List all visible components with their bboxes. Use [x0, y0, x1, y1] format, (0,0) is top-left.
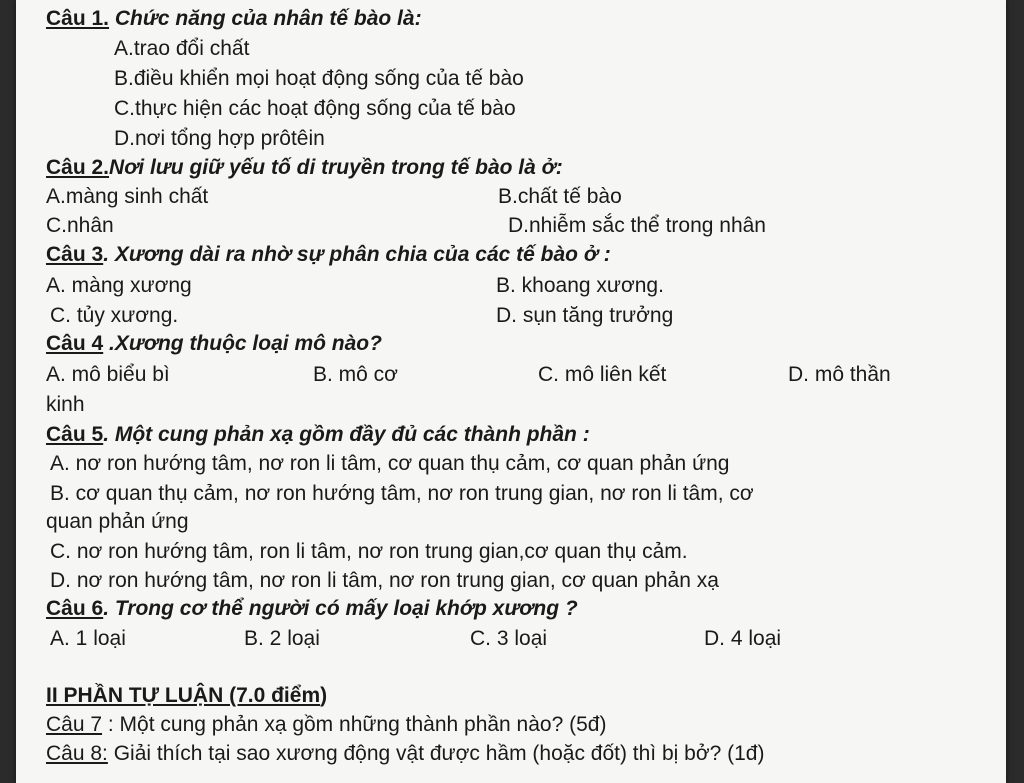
question-3-number: Câu 3	[46, 243, 104, 266]
question-5-number: Câu 5	[46, 423, 104, 446]
q1-option-d: D.nơi tổng hợp prôtêin	[114, 127, 325, 150]
q2-option-c: C.nhân	[46, 214, 114, 237]
q2-option-a: A.màng sinh chất	[46, 185, 209, 208]
q5-option-a: A. nơ ron hướng tâm, nơ ron li tâm, cơ quan thụ cảm, cơ quan phản ứng	[50, 452, 730, 475]
q5-option-d: D. nơ ron hướng tâm, nơ ron li tâm, nơ ron trung gian, cơ quan phản xạ	[50, 569, 719, 592]
question-8	[46, 741, 764, 767]
q6-option-a: A. 1 loại	[50, 627, 126, 650]
q1-option-c: C.thực hiện các hoạt động sống của tế bào	[114, 97, 516, 120]
section-2-title	[46, 683, 327, 709]
question-6-number: Câu 6	[46, 597, 104, 620]
section-2-title-underlined: II PHẦN TỰ LUẬN (7.0 điểm	[46, 684, 321, 707]
question-7-number: Câu 7	[46, 713, 103, 736]
q6-option-d: D. 4 loại	[704, 627, 782, 650]
q5-option-c: C. nơ ron hướng tâm, ron li tâm, nơ ron trung gian,cơ quan thụ cảm.	[50, 540, 688, 563]
question-1	[46, 6, 422, 32]
q5-option-b-continued: quan phản ứng	[46, 510, 189, 533]
q2-option-d: D.nhiễm sắc thể trong nhân	[508, 214, 766, 237]
question-2	[46, 155, 563, 181]
q3-option-b: B. khoang xương.	[496, 274, 664, 297]
question-3	[46, 242, 611, 268]
question-2-number: Câu 2.	[46, 156, 110, 179]
question-7-text: : Một cung phản xạ gồm những thành phần nào? (5đ)	[102, 713, 607, 736]
question-6	[46, 596, 578, 622]
question-1-text: Chức năng của nhân tế bào là:	[109, 7, 422, 30]
q4-option-d-continued: kinh	[46, 393, 85, 416]
question-7	[46, 712, 606, 738]
q3-option-c: C. tủy xương.	[50, 304, 179, 327]
question-4-number: Câu 4	[46, 332, 104, 355]
q4-option-c: C. mô liên kết	[538, 363, 667, 386]
q3-option-a: A. màng xương	[46, 274, 192, 297]
question-4	[46, 331, 382, 357]
q3-option-d: D. sụn tăng trưởng	[496, 304, 674, 327]
q1-option-b: B.điều khiển mọi hoạt động sống của tế bào	[114, 67, 524, 90]
question-5-text: . Một cung phản xạ gồm đầy đủ các thành phần :	[103, 423, 590, 446]
section-2-title-end: )	[320, 684, 328, 707]
q4-option-d: D. mô thần	[788, 363, 891, 386]
question-8-number: Câu 8:	[46, 742, 108, 765]
q6-option-b: B. 2 loại	[244, 627, 320, 650]
q5-option-b: B. cơ quan thụ cảm, nơ ron hướng tâm, nơ ron trung gian, nơ ron li tâm, cơ	[50, 482, 754, 505]
question-1-number: Câu 1.	[46, 7, 110, 30]
exam-page	[16, 0, 1006, 783]
q4-option-a: A. mô biểu bì	[46, 363, 170, 386]
question-5	[46, 422, 590, 448]
question-2-text: Nơi lưu giữ yếu tố di truyền trong tế bào là ở:	[109, 156, 563, 179]
q4-option-b: B. mô cơ	[313, 363, 398, 386]
q1-option-a: A.trao đổi chất	[114, 37, 250, 60]
question-4-text: .Xương thuộc loại mô nào?	[103, 332, 382, 355]
question-8-text: Giải thích tại sao xương động vật được hầm (hoặc đốt) thì bị bở? (1đ)	[107, 742, 765, 765]
q2-option-b: B.chất tế bào	[498, 185, 622, 208]
question-6-text: . Trong cơ thể người có mấy loại khớp xương ?	[103, 597, 578, 620]
question-3-text: . Xương dài ra nhờ sự phân chia của các tế bào ở :	[103, 243, 611, 266]
q6-option-c: C. 3 loại	[470, 627, 548, 650]
